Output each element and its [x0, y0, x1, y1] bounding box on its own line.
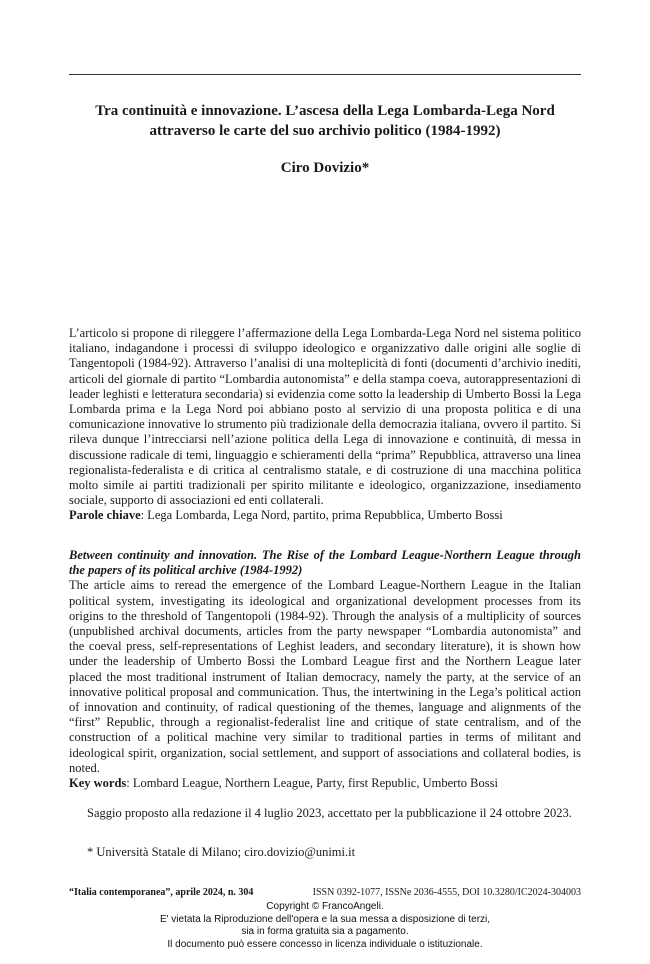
article-author: Ciro Dovizio*	[280, 160, 370, 176]
article-title: Tra continuità e innovazione. L’ascesa della Lega Lombarda-Lega Nord attraverso le carte del suo archivio politico (1984-1992)	[95, 103, 555, 139]
abstract-english	[69, 548, 581, 791]
copyright-line-2: E' vietata la Riproduzione dell'opera e la sua messa a disposizione di terzi,	[159, 913, 491, 925]
abstract-italian-text: L’articolo si propone di rileggere l’affermazione della Lega Lombarda-Lega Nord nel sistema politico italiano, indagandone i processi di sviluppo ideologico e organizzativo dalle origini alle soglie di Tangentopoli (1984-92). Attraverso l’analisi di una molteplicità di fonti (documenti d’archivio inediti, articoli del giornale di partito “Lombardia autonomista” e della stampa coeva, autorappresentazioni di leader leghisti e letteratura secondaria) si evidenzia come sotto la leadership di Umberto Bossi la Lega Lombarda prima e la Lega Nord poi abbiano posto al servizio di una proposta politica e di una comunicazione innovative lo strumento più tradizionale della democrazia italiana, ovvero il partito. Si rileva dunque l’intrecciarsi nell’azione politica della Lega di innovazione e continuità, di messa in discussione radicale di temi, linguaggio e schieramenti della “prima” Repubblica, attraverso una linea regionalista-federalista e di critica al centralismo statale, e di costruzione di una macchina politica molto simile ai partiti tradizionali per spirito militante e ideologico, organizzazione, insediamento sociale, supporto di associazioni ed enti collaterali.	[69, 326, 581, 508]
abstract-italian	[69, 326, 581, 524]
keywords-en: : Lombard League, Northern League, Party, first Republic, Umberto Bossi	[126, 776, 498, 791]
keywords-label-en: Key words	[69, 776, 127, 791]
copyright-line-3: sia in forma gratuita sia a pagamento.	[241, 926, 409, 937]
keywords-label-it: Parole chiave	[69, 508, 141, 523]
copyright-notice	[0, 901, 650, 951]
copyright-line-4: Il documento può essere concesso in licenza individuale o istituzionale.	[167, 938, 483, 950]
issn-doi: ISSN 0392-1077, ISSNe 2036-4555, DOI 10.3280/IC2024-304003	[312, 887, 581, 898]
journal-citation: “Italia contemporanea”, aprile 2024, n. 304	[69, 887, 254, 898]
abstract-english-text: The article aims to reread the emergence of the Lombard League-Northern League in the Italian political system, investigating its ideological and organizational development processes from its origins to the threshold of Tangentopoli (1984-92). Through the analysis of a multiplicity of sources (unpublished archival documents, articles from the party newspaper “Lombardia autonomista” and the coeval press, self-representations of Leghist leaders, and secondary literature), it is shown how under the leadership of Umberto Bossi the Lombard League first and the Northern League later placed the most traditional instrument of Italian democracy, namely the party, at the service of an innovative political proposal and communication. Thus, the intertwining in the Lega’s political action of innovation and continuity, of radical questioning of the themes, language and alignments of the “first” Republic, through a regionalist-federalist line and critique of state centralism, and of the construction of a political machine very similar to traditional parties in terms of militant and ideological spirit, organization, social settlement, and support of associations and collateral bodies, is noted.	[69, 578, 581, 775]
english-title: Between continuity and innovation. The Rise of the Lombard League-Northern League through the papers of its political archive (1984-1992)	[69, 548, 581, 578]
footer-citation	[69, 886, 581, 899]
copyright-line-1: Copyright © FrancoAngeli.	[266, 901, 384, 912]
header-rule	[69, 74, 581, 75]
submission-note: Saggio proposto alla redazione il 4 luglio 2023, accettato per la pubblicazione il 24 ottobre 2023.	[87, 806, 572, 820]
keywords-it: : Lega Lombarda, Lega Nord, partito, prima Repubblica, Umberto Bossi	[140, 508, 503, 523]
author-affiliation: * Università Statale di Milano; ciro.dovizio@unimi.it	[87, 845, 356, 859]
